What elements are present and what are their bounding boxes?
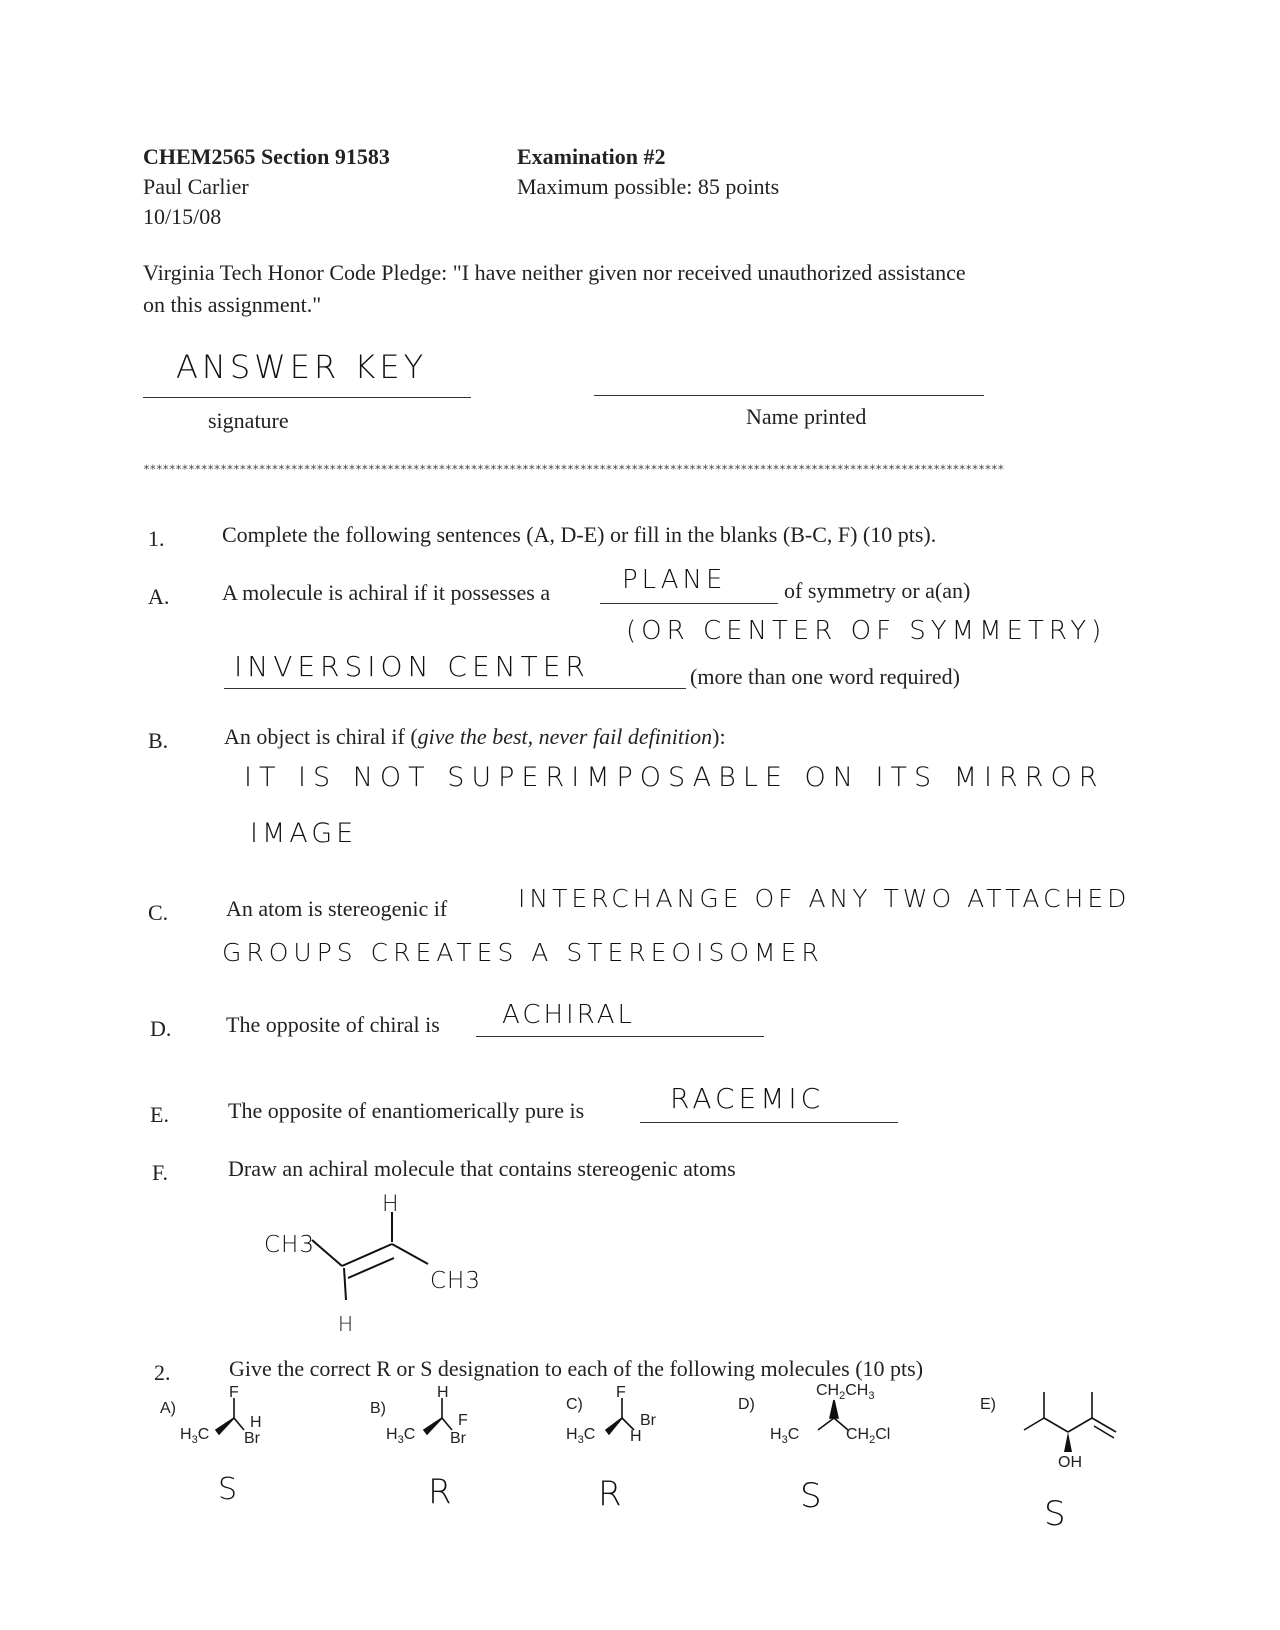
q2e-bottom: OH [1058, 1454, 1082, 1471]
q2-number: 2. [154, 1360, 171, 1385]
q2c-left: $H_3C$ [566, 1426, 596, 1447]
signature-handwriting: ANSWER KEY [176, 348, 428, 386]
q2e-answer: S [1044, 1494, 1070, 1534]
q1a-note: (more than one word required) [690, 664, 961, 689]
q2b-top: H [437, 1384, 449, 1401]
q2b-left: $H_3C$ [386, 1426, 416, 1447]
q1f-ch3-left: CH3 [264, 1232, 315, 1258]
q2a-top: F [229, 1384, 239, 1401]
q1f-h-top: H [382, 1192, 399, 1217]
q2e-label: E) [980, 1396, 996, 1413]
q1a-text-after: of symmetry or a(an) [784, 578, 971, 603]
exam-date: 10/15/08 [143, 204, 222, 229]
q1a-text-before: A molecule is achiral if it possesses a [222, 580, 551, 605]
honor-pledge-line1: Virginia Tech Honor Code Pledge: "I have neither given nor received unauthorized assistance [143, 260, 966, 285]
q2c-top: F [616, 1384, 626, 1401]
max-points: Maximum possible: 85 points [517, 174, 780, 199]
q1-prompt: Complete the following sentences (A, D-E) or fill in the blanks (B-C, F) (10 pts). [222, 522, 937, 547]
signature-label: signature [208, 408, 289, 433]
q1a-letter: A. [148, 584, 170, 609]
q1e-text: The opposite of enantiomerically pure is [228, 1098, 585, 1123]
q1-number: 1. [148, 526, 165, 551]
q1a-answer1: PLANE [622, 565, 727, 595]
q1b-letter: B. [148, 728, 169, 753]
q2c-right: Br [640, 1412, 656, 1429]
q2d-right: $CH_2Cl$ [846, 1426, 891, 1447]
q1b-text-italic: give the best, never fail definition [417, 724, 713, 749]
q2b-right: F [458, 1412, 468, 1429]
q2d-answer: S [800, 1476, 826, 1516]
q2d-left: $H_3C$ [770, 1426, 800, 1447]
q2-prompt: Give the correct R or S designation to each of the following molecules (10 pts) [229, 1356, 924, 1381]
q1c-answer-line2: GROUPS CREATES A STEREOISOMER [222, 938, 824, 967]
q2c-label: C) [566, 1396, 583, 1413]
q1f-h-bottom: H [338, 1312, 354, 1336]
q2a-left: $H_3C$ [180, 1426, 210, 1447]
q1f-text: Draw an achiral molecule that contains stereogenic atoms [228, 1156, 736, 1181]
q1f-ch3-right: CH3 [430, 1268, 481, 1294]
honor-pledge-line2: on this assignment." [143, 292, 322, 317]
q2d-label: D) [738, 1396, 755, 1413]
name-printed-label: Name printed [746, 404, 867, 429]
exam-title: Examination #2 [517, 144, 666, 169]
q2c-bottom: H [630, 1428, 642, 1445]
q2a-right: H [250, 1414, 262, 1431]
q2b-label: B) [370, 1400, 386, 1417]
q2b-answer: R [428, 1472, 456, 1512]
q1b-text-end: ): [712, 724, 726, 749]
q1f-letter: F. [152, 1160, 168, 1185]
q1c-answer-line1: INTERCHANGE OF ANY TWO ATTACHED [518, 884, 1131, 913]
q1d-letter: D. [150, 1016, 172, 1041]
instructor-name: Paul Carlier [143, 174, 249, 199]
q2a-label: A) [160, 1400, 176, 1417]
q1c-text: An atom is stereogenic if [226, 896, 448, 921]
q1a-answer-alt: (OR CENTER OF SYMMETRY) [626, 616, 1107, 646]
q1b-answer-line2: IMAGE [250, 818, 358, 849]
q2b-bottom: Br [450, 1430, 466, 1447]
q1a-answer2: INVERSION CENTER [234, 650, 590, 683]
course-title: CHEM2565 Section 91583 [143, 144, 390, 169]
q1c-letter: C. [148, 900, 169, 925]
q1d-answer: ACHIRAL [502, 1000, 635, 1030]
q1e-answer: RACEMIC [670, 1082, 825, 1115]
q1b-text-start: An object is chiral if ( [224, 724, 418, 749]
q2d-top: $CH_2CH_3$ [816, 1382, 875, 1403]
q1b-answer-line1: IT IS NOT SUPERIMPOSABLE ON ITS MIRROR [244, 762, 1105, 793]
q1e-letter: E. [150, 1102, 169, 1127]
asterisk-divider: ************************************************************************************************************************************** [143, 462, 1004, 476]
q2a-bottom: Br [244, 1430, 260, 1447]
q1d-text: The opposite of chiral is [226, 1012, 440, 1037]
q2c-answer: R [598, 1474, 626, 1514]
q2a-answer: S [218, 1472, 242, 1507]
